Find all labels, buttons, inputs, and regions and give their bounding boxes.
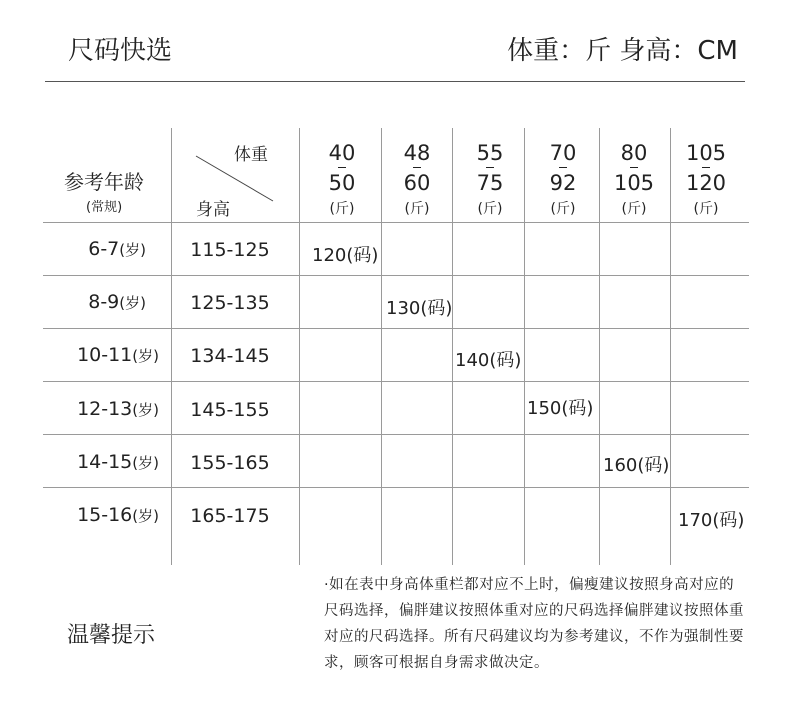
weight-min: 40 (328, 141, 356, 165)
weight-column-header (455, 138, 525, 220)
range-dash (338, 167, 346, 168)
table-row-age: 6-7(岁) (88, 238, 146, 260)
weight-max: 105 (613, 171, 655, 195)
weight-min: 80 (620, 141, 648, 165)
weight-column-header (307, 138, 377, 220)
table-row-height: 134-145 (190, 345, 270, 367)
unit-legend: 体重：斤 身高：CM (507, 36, 738, 66)
weight-max: 75 (476, 171, 504, 195)
weight-column-header (599, 138, 669, 220)
weight-unit: (斤) (693, 201, 719, 217)
weight-unit: (斤) (329, 201, 355, 217)
table-row-age: 8-9(岁) (88, 291, 146, 313)
table-row-height: 165-175 (190, 505, 270, 527)
height-header: 身高 (196, 200, 230, 220)
weight-max: 92 (549, 171, 577, 195)
table-row-height: 115-125 (190, 239, 270, 261)
range-dash (702, 167, 710, 168)
weight-min: 48 (403, 141, 431, 165)
weight-min: 105 (685, 141, 727, 165)
weight-min: 55 (476, 141, 504, 165)
range-dash (630, 167, 638, 168)
weight-column-header (528, 138, 598, 220)
table-row-height: 155-165 (190, 452, 270, 474)
page-title: 尺码快选 (68, 36, 173, 66)
table-row-age: 12-13(岁) (77, 398, 159, 420)
size-cell: 150(码) (527, 398, 594, 419)
size-cell: 140(码) (455, 350, 522, 371)
size-cell: 160(码) (603, 455, 670, 476)
table-row-age: 15-16(岁) (77, 504, 159, 526)
table-row-age: 10-11(岁) (77, 344, 159, 366)
table-row-height: 125-135 (190, 292, 270, 314)
table-row-height: 145-155 (190, 399, 270, 421)
size-cell: 170(码) (678, 510, 745, 531)
range-dash (413, 167, 421, 168)
weight-unit: (斤) (621, 201, 647, 217)
weight-column-header (671, 138, 741, 220)
size-cell: 130(码) (386, 298, 453, 319)
table-row-age: 14-15(岁) (77, 451, 159, 473)
size-cell: 120(码) (312, 245, 379, 266)
weight-unit: (斤) (550, 201, 576, 217)
tips-label: 温馨提示 (67, 623, 156, 648)
weight-max: 120 (685, 171, 727, 195)
weight-max: 50 (328, 171, 356, 195)
weight-unit: (斤) (404, 201, 430, 217)
tips-text: ·如在表中身高体重栏都对应不上时，偏瘦建议按照身高对应的尺码选择，偏胖建议按照体重对应的尺码选择偏胖建议按照体重对应的尺码选择。所有尺码建议均为参考建议，不作为强制性要求，顾客可根据自身需求做决定。 (324, 577, 744, 671)
weight-column-header (382, 138, 452, 220)
weight-max: 60 (403, 171, 431, 195)
weight-header: 体重 (234, 145, 268, 165)
age-header: 参考年龄 (64, 170, 144, 194)
weight-min: 70 (549, 141, 577, 165)
range-dash (559, 167, 567, 168)
age-header-note: (常规) (86, 200, 123, 215)
weight-unit: (斤) (477, 201, 503, 217)
range-dash (486, 167, 494, 168)
